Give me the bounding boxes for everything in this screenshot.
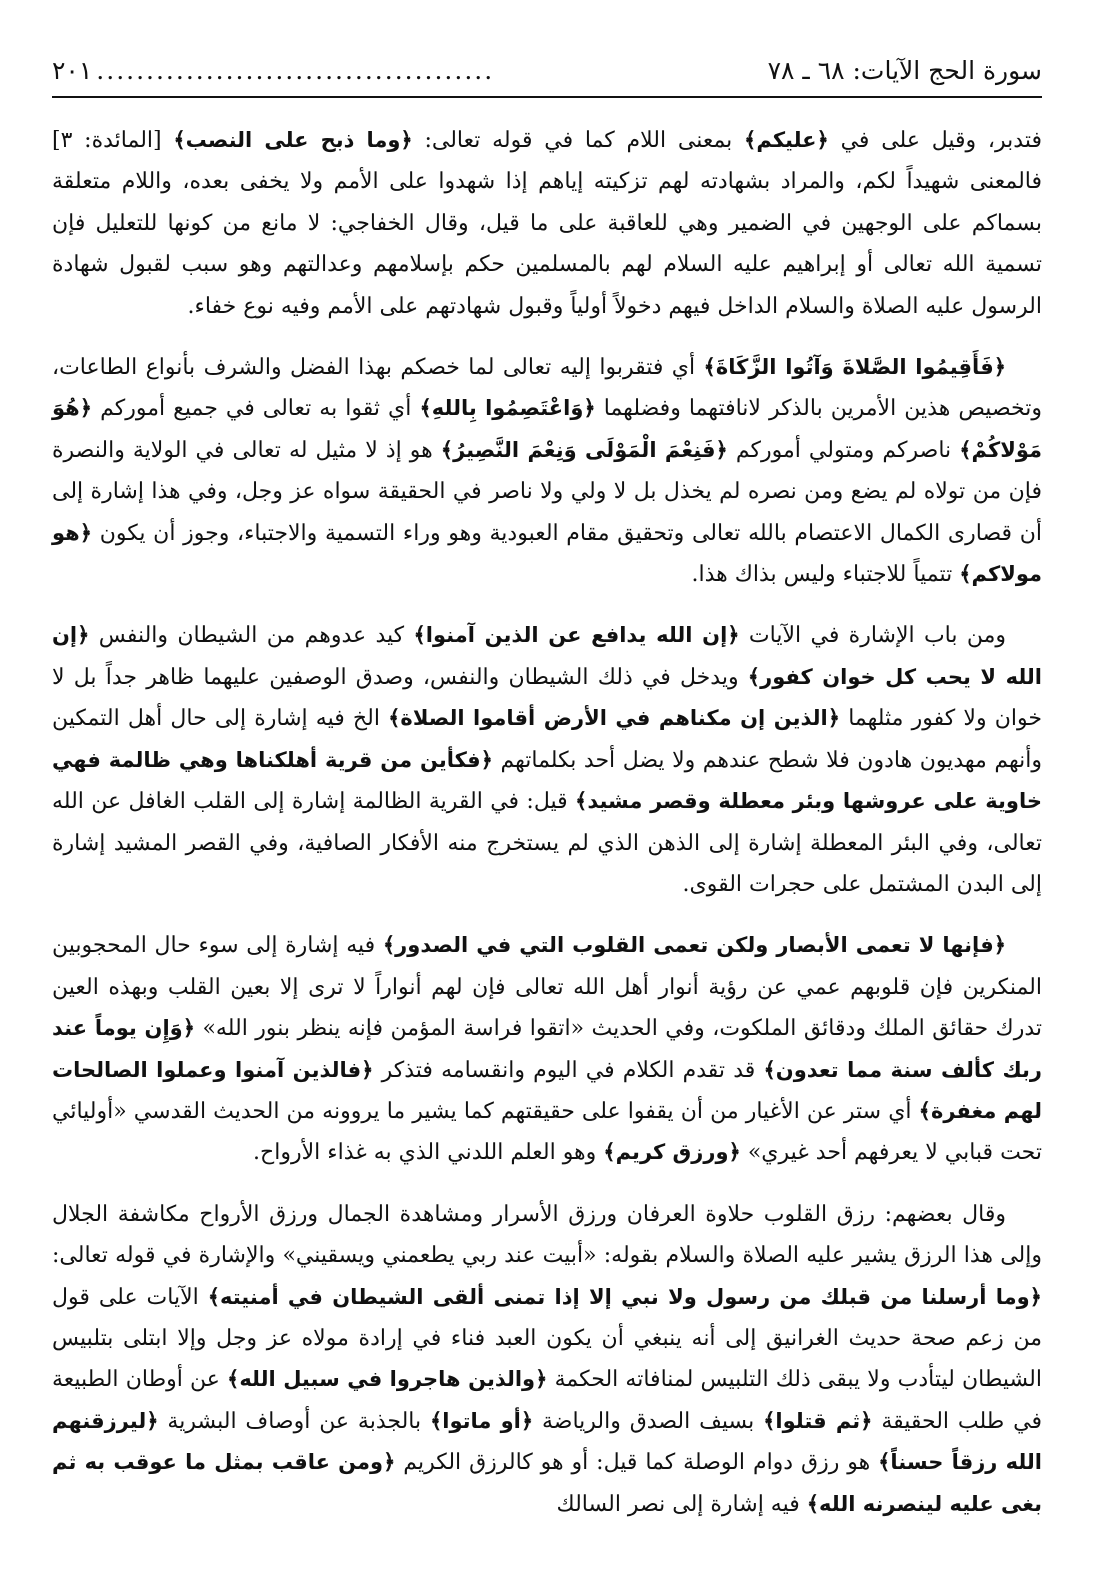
text-run: ومن باب الإشارة في الآيات [739, 623, 1006, 649]
quran-quote: ﴿وما ذبح على النصب﴾ [173, 128, 413, 152]
text-run: قد تقدم الكلام في اليوم وانقسامه فتذكر [373, 1057, 764, 1083]
text-run: فيه إشارة إلى سوء حال المحجوبين المنكرين فإن قلوبهم عمي عن رؤية أنوار أهل الله تعالى فإن لهم أنواراً لا ترى إلا بعين القلب وبهذه العين تدرك حقائق الملك ودقائق الملكوت، وفي الحديث «اتقوا فراسة المؤمن فإنه ينظر بنور الله» [52, 933, 1042, 1042]
text-run: هو رزق دوام الوصلة كما قيل: أو هو كالرزق الكريم [395, 1450, 879, 1476]
quran-quote: ﴿ومن عاقب بمثل ما عوقب به ثم بغى عليه لينصرنه الله﴾ [52, 1450, 1042, 1516]
quran-quote: ﴿فكأين من قرية أهلكناها وهي ظالمة فهي خاوية على عروشها وبئر معطلة وقصر مشيد﴾ [52, 747, 1042, 814]
quran-quote: ﴿فَأَقِيمُوا الصَّلاةَ وَآتُوا الزَّكَاةَ﴾ [703, 355, 1006, 380]
text-run: ويدخل في ذلك الشيطان والنفس، وصدق الوصفين عليهما ظاهر جداً بل لا خوان ولا كفور مثلهما [52, 664, 1042, 732]
quran-quote: ﴿فالذين آمنوا وعملوا الصالحات لهم مغفرة﴾ [52, 1057, 1043, 1123]
quran-quote: ﴿الذين إن مكناهم في الأرض أقاموا الصلاة﴾ [388, 706, 841, 731]
surah-title: سورة الحج الآيات: ٦٨ ـ ٧٨ [767, 56, 1042, 85]
paragraph [52, 120, 1042, 327]
quran-quote: ﴿فإنها لا تعمى الأبصار ولكن تعمى القلوب التي في الصدور﴾ [382, 933, 1006, 958]
text-run: فيه إشارة إلى نصر السالك [556, 1491, 807, 1517]
text-run: بسيف الصدق والرياضة [533, 1408, 764, 1434]
running-header [52, 52, 1042, 98]
text-run: أي فتقربوا إليه تعالى لما خصكم بهذا الفضل والشرف بأنواع الطاعات، وتخصيص هذين الأمرين بالذكر لانافتهما وفضلهما [52, 355, 1042, 422]
text-run: هو إذ لا مثيل له تعالى في الولاية والنصرة فإن من تولاه لم يضع ومن نصره لم يخذل بل لا ولي ولا ناصر في الحقيقة سواه عز وجل، وفي هذا إشارة إلى أن قصارى الكمال الاعتصام بالله تعالى وتحقيق مقام العبودية وهو وراء التسمية والاجتباء، وجوز أن يكون [52, 437, 1042, 546]
quran-quote: ﴿إن الله يدافع عن الذين آمنوا﴾ [413, 623, 740, 648]
text-run: تتمياً للاجتباء وليس بذاك هذا. [691, 562, 960, 588]
quran-quote: ﴿والذين هاجروا في سبيل الله﴾ [227, 1367, 548, 1392]
text-run: بالجذبة عن أوصاف البشرية [158, 1408, 430, 1434]
quran-quote: ﴿وَإِن يوماً عند ربك كألف سنة مما تعدون﴾ [52, 1016, 1043, 1082]
text-run: أي ستر عن الأغيار من أن يقفوا على حقيقتهم كما يشير ما يروونه من الحديث القدسي «أوليائي تحت قبابي لا يعرفهم أحد غيري» [52, 1098, 1042, 1166]
body-text [52, 120, 1042, 1525]
text-run: وقال بعضهم: رزق القلوب حلاوة العرفان ورزق الأسرار ومشاهدة الجمال ورزق الأرواح مكاشفة الجلال وإلى هذا الرزق يشير عليه الصلاة والسلام بقوله: «أبيت عند ربي يطعمني ويسقيني» والإشارة في قوله تعالى: [52, 1201, 1042, 1269]
text-run: ناصركم ومتولي أموركم [727, 437, 960, 463]
quran-quote: ﴿عليكم﴾ [744, 128, 829, 152]
quran-quote: ﴿ليرزقنهم الله رزقاً حسناً﴾ [52, 1408, 1042, 1475]
dot-leader: ........................................ [96, 56, 495, 85]
text-run: أي ثقوا به تعالى في جميع أموركم [92, 396, 420, 422]
paragraph [52, 925, 1042, 1173]
text-run: كيد عدوهم من الشيطان والنفس [89, 623, 414, 649]
text-run: الآيات على قول من زعم صحة حديث الغرانيق إلى أنه ينبغي أن يكون العبد فناء في إرادة مولاه عز وجل وإلا ابتلى بتلبيس الشيطان ليتأدب ولا يبقى ذلك التلبيس لمنافاته الحكمة [52, 1284, 1042, 1393]
quran-quote: ﴿أو ماتوا﴾ [429, 1408, 534, 1433]
quran-quote: ﴿فَنِعْمَ الْمَوْلَى وَنِعْمَ النَّصِيرُ﴾ [440, 437, 728, 462]
paragraph [52, 615, 1042, 905]
text-run: عن أوطان الطبيعة في طلب الحقيقة [52, 1367, 1042, 1434]
quran-quote: ﴿هو مولاكم﴾ [52, 520, 1042, 587]
quran-quote: ﴿وما أرسلنا من قبلك من رسول ولا نبي إلا إذا تمنى ألقى الشيطان في أمنيته﴾ [207, 1284, 1042, 1309]
quran-quote: ﴿هُوَ مَوْلاكُمْ﴾ [52, 396, 1042, 462]
paragraph [52, 347, 1042, 595]
text-run: بمعنى اللام كما في قوله تعالى: [412, 128, 745, 153]
text-run: وهو العلم اللدني الذي به غذاء الأرواح. [253, 1140, 604, 1166]
quran-quote: ﴿ورزق كريم﴾ [603, 1140, 741, 1165]
text-run: قيل: في القرية الظالمة إشارة إلى القلب الغافل عن الله تعالى، وفي البئر المعطلة إشارة إلى الذهن الذي لم يستخرج منه الأفكار الصافية، وفي القصر المشيد إشارة إلى البدن المشتمل على حجرات القوى. [52, 789, 1042, 897]
text-run: [المائدة: ٣] فالمعنى شهيداً لكم، والمراد بشهادته لهم تزكيته إياهم إذا شهدوا على الأمم ولا يخفى بعده، واللام متعلقة بسماكم على الوجهين في الضمير وهي للعاقبة على ما قيل، وقال الخفاجي: لا مانع من كونها للتعليل فإن تسمية الله تعالى أو إبراهيم عليه السلام لهم بالمسلمين حكم بإسلامهم وعدالتهم وهو سبب لقبول شهادة الرسول عليه الصلاة والسلام الداخل فيهم دخولاً أولياً وقبول شهادتهم على الأمم وفيه نوع خفاء. [52, 128, 1043, 319]
paragraph [52, 1194, 1042, 1525]
quran-quote: ﴿ثم قتلوا﴾ [763, 1408, 873, 1433]
text-run: فتدبر، وقيل على في [828, 128, 1042, 153]
page-number: ٢٠١ [52, 56, 93, 85]
quran-quote: ﴿وَاعْتَصِمُوا بِاللهِ﴾ [419, 396, 596, 421]
text-run: الخ فيه إشارة إلى حال أهل التمكين وأنهم مهديون هادون فلا شطح عندهم ولا يضل أحد بكلماتهم [52, 706, 1042, 773]
quran-quote: ﴿إن الله لا يحب كل خوان كفور﴾ [52, 623, 1042, 689]
